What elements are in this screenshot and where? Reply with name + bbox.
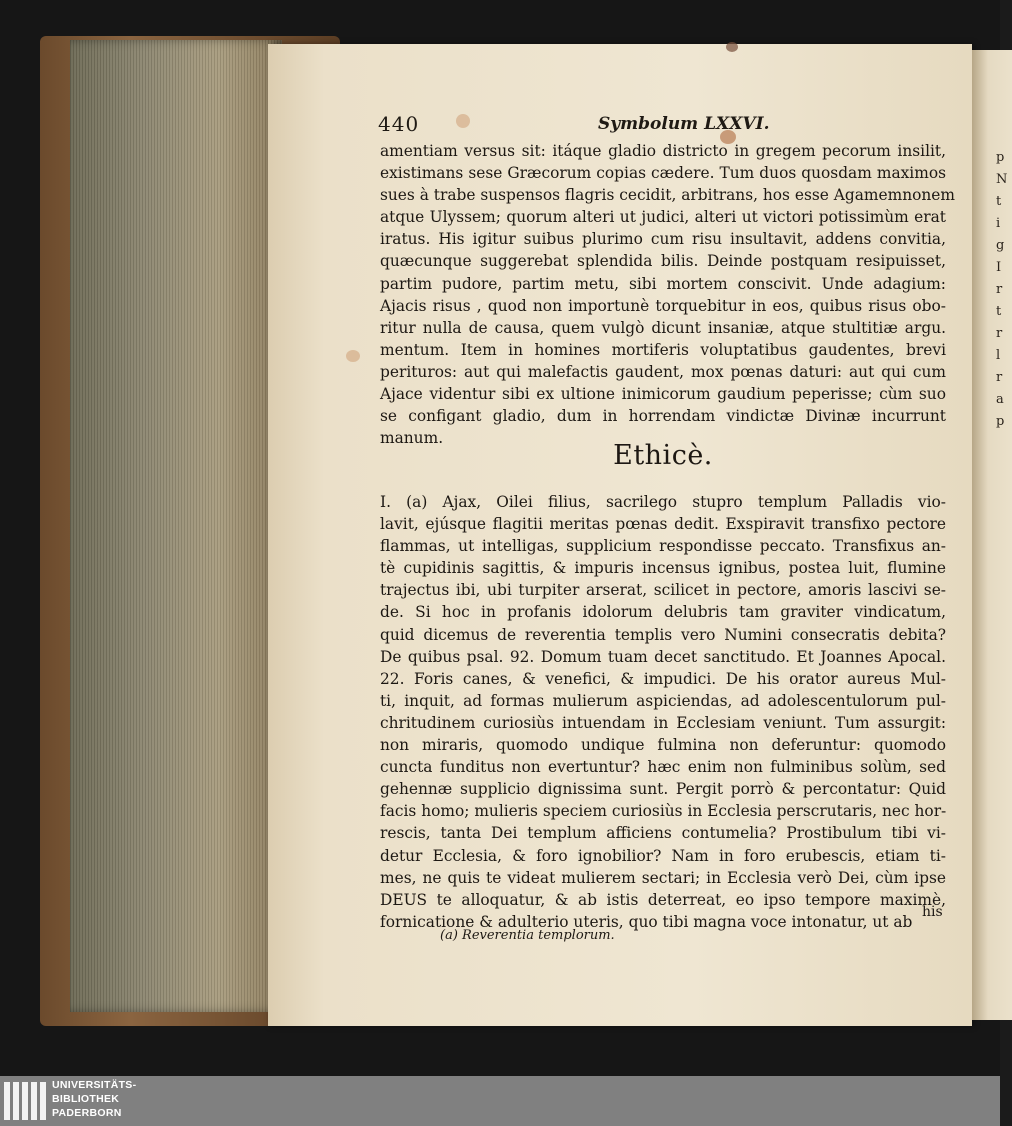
text-line: fornicatione & adulterio uteris, quo tibi magna voce intonatur, ut ab bbox=[380, 912, 913, 931]
text-line: I. (a) Ajax, Oilei filius, sacrilego stupro templum Palladis vio- bbox=[380, 493, 946, 511]
text-line: iratus. His igitur suibus plurimo cum risu insultavit, addens convitia, bbox=[380, 230, 946, 249]
foxing-spot bbox=[346, 350, 360, 362]
next-page-letter: N bbox=[996, 172, 1008, 187]
text-line: amentiam versus sit: itáque gladio districto in gregem pecorum insilit, bbox=[380, 142, 946, 160]
library-logo-icon bbox=[4, 1082, 48, 1120]
next-page-letter: g bbox=[996, 238, 1005, 253]
running-title: Symbolum LXXVI. bbox=[598, 114, 770, 134]
text-line: manum. bbox=[380, 429, 444, 448]
text-line: existimans sese Græcorum copias cædere. Tum duos quosdam maximos bbox=[380, 164, 946, 183]
text-line: partim pudore, partim metu, sibi mortem conscivit. Unde adagium: bbox=[380, 274, 946, 293]
text-line: tè cupidinis sagittis, & impuris incensus ignibus, postea luit, flumine bbox=[380, 559, 946, 578]
next-page-letter: p bbox=[996, 414, 1005, 429]
library-name-line2: BIBLIOTHEK bbox=[52, 1093, 120, 1105]
text-line: quæcunque suggerebat splendida bilis. Deinde postquam resipuisset, bbox=[380, 252, 946, 271]
next-page-letter: I bbox=[996, 260, 1002, 275]
library-name-line1: UNIVERSITÄTS- bbox=[52, 1079, 137, 1091]
page-edges bbox=[70, 40, 282, 1012]
paragraph-ethice bbox=[380, 491, 946, 933]
text-line: Ajace videntur sibi ex ultione inimicorum gaudium peperisse; cùm suo bbox=[380, 385, 946, 404]
next-page-letter: l bbox=[996, 348, 1001, 363]
next-page-letter: i bbox=[996, 216, 1001, 231]
text-line: 22. Foris canes, & venefici, & impudici. De his orator aureus Mul- bbox=[380, 669, 946, 688]
text-line: DEUS te alloquatur, & ab istis deterreat, eo ipso tempore maximè, bbox=[380, 890, 946, 909]
text-line: ritur nulla de causa, quem vulgò dicunt insaniæ, atque stultitiæ argu. bbox=[380, 318, 946, 337]
next-page-letter: r bbox=[996, 370, 1003, 385]
library-name bbox=[52, 1078, 136, 1120]
next-page-letter: t bbox=[996, 194, 1002, 209]
text-line: mes, ne quis te videat mulierem sectari; in Ecclesia verò Dei, cùm ipse bbox=[380, 868, 946, 887]
text-line: cuncta funditus non evertuntur? hæc enim non fulminibus solùm, sed bbox=[380, 758, 946, 777]
text-line: detur Ecclesia, & foro ignobilior? Nam in foro erubescis, etiam ti- bbox=[380, 846, 946, 865]
library-name-line3: PADERBORN bbox=[52, 1107, 122, 1119]
footnote: (a) Reverentia templorum. bbox=[440, 928, 615, 943]
text-line: De quibus psal. 92. Domum tuam decet sanctitudo. Et Joannes Apocal. bbox=[380, 647, 946, 666]
page-number: 440 bbox=[378, 112, 420, 136]
text-line: gehennæ supplicio dignissima sunt. Pergit porrò & percontatur: Quid bbox=[380, 780, 946, 799]
paragraph-ajax-story bbox=[380, 140, 955, 449]
text-line: se configant gladio, dum in horrendam vindictæ Divinæ incurrunt bbox=[380, 407, 946, 426]
text-line: atque Ulyssem; quorum alteri ut judici, alteri ut victori potissimùm erat bbox=[380, 208, 946, 227]
text-line: perituros: aut qui malefactis gaudent, mox pœnas daturi: aut qui cum bbox=[380, 362, 946, 381]
next-page-letter: r bbox=[996, 326, 1003, 341]
text-line: trajectus ibi, ubi turpiter arserat, scilicet in pectore, amoris lascivi se- bbox=[380, 581, 946, 600]
next-page-letter: a bbox=[996, 392, 1004, 407]
text-line: Ajacis risus , quod non importunè torquebitur in eos, quibus risus obo- bbox=[380, 296, 946, 315]
foxing-spot bbox=[726, 42, 738, 52]
text-line: mentum. Item in homines mortiferis voluptatibus gaudentes, brevi bbox=[380, 340, 946, 359]
next-page-edge bbox=[972, 50, 1012, 1020]
next-page-letter: r bbox=[996, 282, 1003, 297]
text-line: chritudinem curiosiùs intuendam in Ecclesiam veniunt. Tum assurgit: bbox=[380, 713, 946, 732]
catchword: his bbox=[922, 904, 943, 920]
text-line: rescis, tanta Dei templum afficiens contumelia? Prostibulum tibi vi- bbox=[380, 824, 946, 843]
text-line: lavit, ejúsque flagitii meritas pœnas dedit. Exspiravit transfixo pectore bbox=[380, 515, 946, 534]
text-line: non miraris, quomodo undique fulmina non deferuntur: quomodo bbox=[380, 736, 946, 755]
next-page-letter: p bbox=[996, 150, 1005, 165]
running-head bbox=[378, 112, 958, 138]
text-line: sues à trabe suspensos flagris cecidit, arbitrans, hos esse Agamemnonem bbox=[380, 186, 955, 205]
text-line: quid dicemus de reverentia templis vero Numini consecratis debita? bbox=[380, 625, 946, 644]
text-line: facis homo; mulieris speciem curiosiùs in Ecclesia perscrutaris, nec hor- bbox=[380, 802, 947, 821]
library-footer bbox=[0, 1076, 1000, 1126]
text-line: de. Si hoc in profanis idolorum delubris tam graviter vindicatum, bbox=[380, 603, 946, 622]
text-line: flammas, ut intelligas, supplicium respondisse peccato. Transfixus an- bbox=[380, 537, 946, 556]
section-heading: Ethicè. bbox=[613, 440, 713, 471]
text-line: ti, inquit, ad formas mulierum aspiciendas, ad adolescentulorum pul- bbox=[380, 691, 946, 710]
next-page-letter: t bbox=[996, 304, 1002, 319]
